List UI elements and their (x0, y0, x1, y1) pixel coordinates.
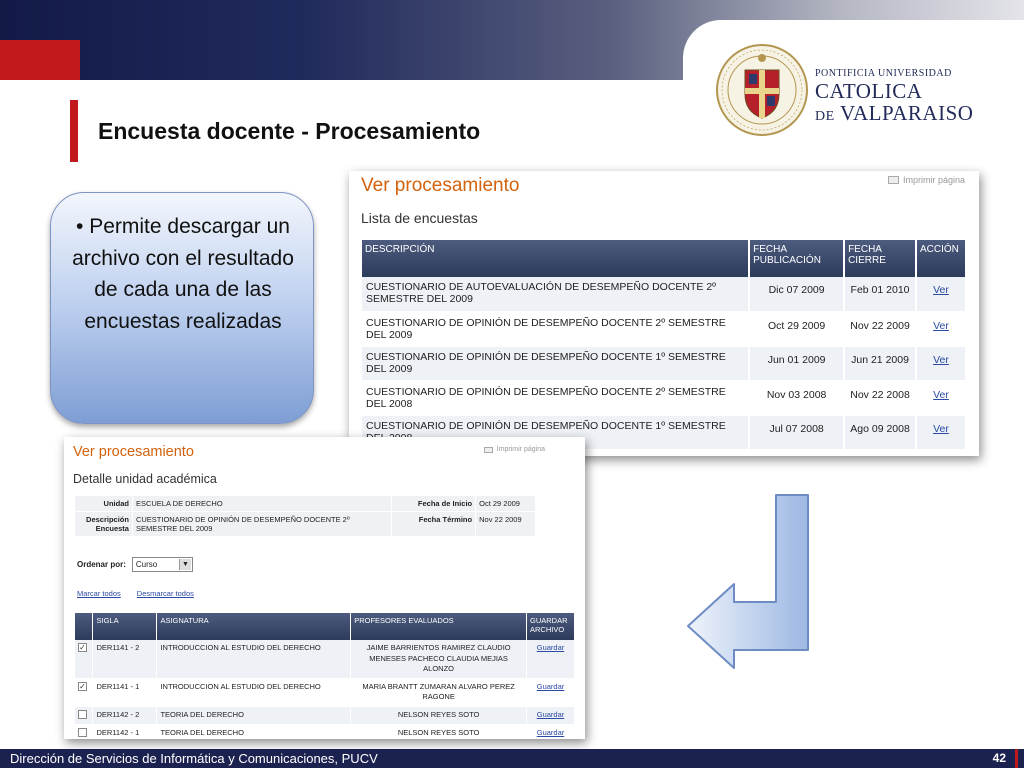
publication-date: Dic 07 2009 (749, 277, 844, 312)
column-header-description: DESCRIPCIÓN (362, 240, 749, 277)
course-code: DER1141 - 1 (93, 678, 157, 706)
logo-line-2: CATOLICA (815, 79, 923, 103)
column-header-checkbox (75, 613, 93, 640)
save-file-link[interactable]: Guardar (536, 727, 565, 737)
printer-icon (484, 447, 493, 453)
course-professors: NELSON REYES SOTO (351, 724, 527, 739)
dropdown-arrow-icon[interactable]: ▼ (179, 559, 191, 570)
footer-text: Dirección de Servicios de Informática y Comunicaciones, PUCV (10, 751, 378, 766)
university-seal-icon (715, 40, 809, 140)
save-file-link[interactable]: Guardar (536, 709, 565, 719)
unit-label: Unidad (75, 496, 133, 512)
sort-control (77, 557, 193, 572)
row-checkbox[interactable] (78, 710, 87, 719)
course-subject: TEORIA DEL DERECHO (157, 724, 351, 739)
save-file-link[interactable]: Guardar (536, 681, 565, 691)
end-date-label: Fecha Término (392, 512, 476, 537)
print-page-link[interactable] (888, 175, 965, 185)
save-file-link[interactable]: Guardar (536, 643, 565, 652)
start-date-value: Oct 29 2009 (476, 496, 536, 512)
survey-description: CUESTIONARIO DE AUTOEVALUACIÓN DE DESEMPEÑO DOCENTE 2º SEMESTRE DEL 2009 (362, 277, 749, 312)
sort-select[interactable] (132, 557, 193, 572)
course-subject: TEORIA DEL DERECHO (157, 706, 351, 724)
close-date: Feb 01 2010 (844, 277, 916, 312)
column-header-save: GUARDAR ARCHIVO (526, 613, 574, 640)
row-checkbox[interactable]: ✓ (79, 681, 86, 691)
panel-subheading: Detalle unidad académica (73, 472, 217, 486)
start-date-label: Fecha de Inicio (392, 496, 476, 512)
callout-text: • Permite descargar un archivo con el resultado de cada una de las encuestas realizadas (72, 215, 294, 333)
column-header-professors: PROFESORES EVALUADOS (351, 613, 527, 640)
course-subject: INTRODUCCION AL ESTUDIO DEL DERECHO (157, 640, 351, 678)
title-accent-bar (70, 100, 78, 162)
panel-subheading: Lista de encuestas (361, 210, 478, 226)
column-header-code: SIGLA (93, 613, 157, 640)
slide-footer (0, 749, 1024, 768)
table-row (362, 381, 966, 416)
end-date-value: Nov 22 2009 (476, 512, 536, 537)
logo-line-3-rest: VALPARAISO (834, 101, 974, 125)
sort-select-value: Curso (135, 560, 158, 569)
table-row (362, 346, 966, 381)
view-link[interactable]: Ver (933, 319, 949, 332)
survey-description-label-1: Descripción (86, 515, 129, 524)
course-professors: JAIME BARRIENTOS RAMIREZ CLAUDIO MENESES PACHECO CLAUDIA MEJIAS ALONZO (351, 640, 527, 678)
survey-list-screenshot (349, 171, 979, 456)
survey-description-label-2: Encuesta (95, 524, 129, 533)
university-logo-text (815, 68, 973, 128)
course-table (75, 613, 575, 739)
view-link[interactable]: Ver (933, 423, 949, 435)
close-date: Nov 22 2009 (844, 312, 916, 347)
course-code: DER1142 - 2 (93, 706, 157, 724)
panel-heading: Ver procesamiento (361, 175, 520, 196)
survey-description-label (75, 512, 133, 537)
course-code: DER1141 - 2 (93, 640, 157, 678)
column-header-publication-date: FECHA PUBLICACIÓN (749, 240, 844, 277)
view-link[interactable]: Ver (933, 388, 949, 401)
unit-value: ESCUELA DE DERECHO (132, 496, 391, 512)
publication-date: Jun 01 2009 (749, 346, 844, 381)
print-page-link[interactable] (484, 446, 545, 453)
course-subject: INTRODUCCION AL ESTUDIO DEL DERECHO (157, 678, 351, 706)
view-link[interactable]: Ver (933, 284, 949, 296)
survey-table (362, 240, 967, 451)
table-row (75, 706, 575, 724)
survey-description: CUESTIONARIO DE OPINIÓN DE DESEMPEÑO DOCENTE 1º SEMESTRE (362, 415, 749, 450)
printer-icon (888, 176, 899, 184)
sort-label: Ordenar por: (77, 560, 126, 569)
publication-date: Nov 03 2008 (749, 381, 844, 416)
view-link[interactable]: Ver (933, 354, 949, 366)
row-checkbox[interactable] (78, 728, 87, 737)
survey-description: CUESTIONARIO DE OPINIÓN DE DESEMPEÑO DOCENTE 2º SEMESTRE DEL 2009 (362, 312, 749, 347)
column-header-close-date: FECHA CIERRE (844, 240, 916, 277)
callout-bubble (50, 192, 314, 424)
print-page-label: Imprimir página (902, 175, 965, 185)
table-row (362, 312, 966, 347)
panel-heading: Ver procesamiento (73, 444, 194, 460)
publication-date: Jul 07 2008 (749, 415, 844, 450)
logo-line-3 (815, 102, 973, 128)
table-row (75, 678, 575, 706)
unit-detail-table (74, 495, 536, 537)
unmark-all-link[interactable]: Desmarcar todos (136, 589, 194, 598)
close-date: Jun 21 2009 (844, 346, 916, 381)
publication-date: Oct 29 2009 (749, 312, 844, 347)
course-code: DER1142 - 1 (93, 724, 157, 739)
column-header-action: ACCIÓN (916, 240, 966, 277)
survey-description: CUESTIONARIO DE OPINIÓN DE DESEMPEÑO DOCENTE 2º SEMESTRE DEL 2008 (362, 381, 749, 416)
unit-detail-screenshot (64, 437, 585, 739)
print-page-label: Imprimir página (496, 446, 545, 453)
selection-links (77, 589, 194, 598)
column-header-subject: ASIGNATURA (157, 613, 351, 640)
mark-all-link[interactable]: Marcar todos (77, 589, 121, 598)
slide-title: Encuesta docente - Procesamiento (98, 118, 481, 144)
survey-description-value: CUESTIONARIO DE OPINIÓN DE DESEMPEÑO DOCENTE 2º SEMESTRE DEL 2009 (132, 512, 391, 537)
page-number: 42 (992, 751, 1006, 765)
course-professors: MARIA BRANTT ZUMARAN ALVARO PEREZ RAGONE (351, 678, 527, 706)
header-red-block (0, 40, 80, 80)
logo-line-1: PONTIFICIA UNIVERSIDAD (815, 68, 952, 79)
row-checkbox[interactable]: ✓ (79, 643, 86, 652)
return-arrow-icon (684, 492, 812, 672)
course-professors: NELSON REYES SOTO (351, 706, 527, 724)
table-row (362, 277, 966, 312)
page-number-accent (1015, 749, 1018, 768)
table-row (75, 724, 575, 739)
close-date: Nov 22 2008 (844, 381, 916, 416)
logo-line-3-de: DE (815, 109, 835, 124)
table-row (75, 640, 575, 678)
survey-description: CUESTIONARIO DE OPINIÓN DE DESEMPEÑO DOCENTE 1º SEMESTRE DEL 2009 (362, 346, 749, 381)
close-date: Ago 09 2008 (844, 415, 916, 450)
